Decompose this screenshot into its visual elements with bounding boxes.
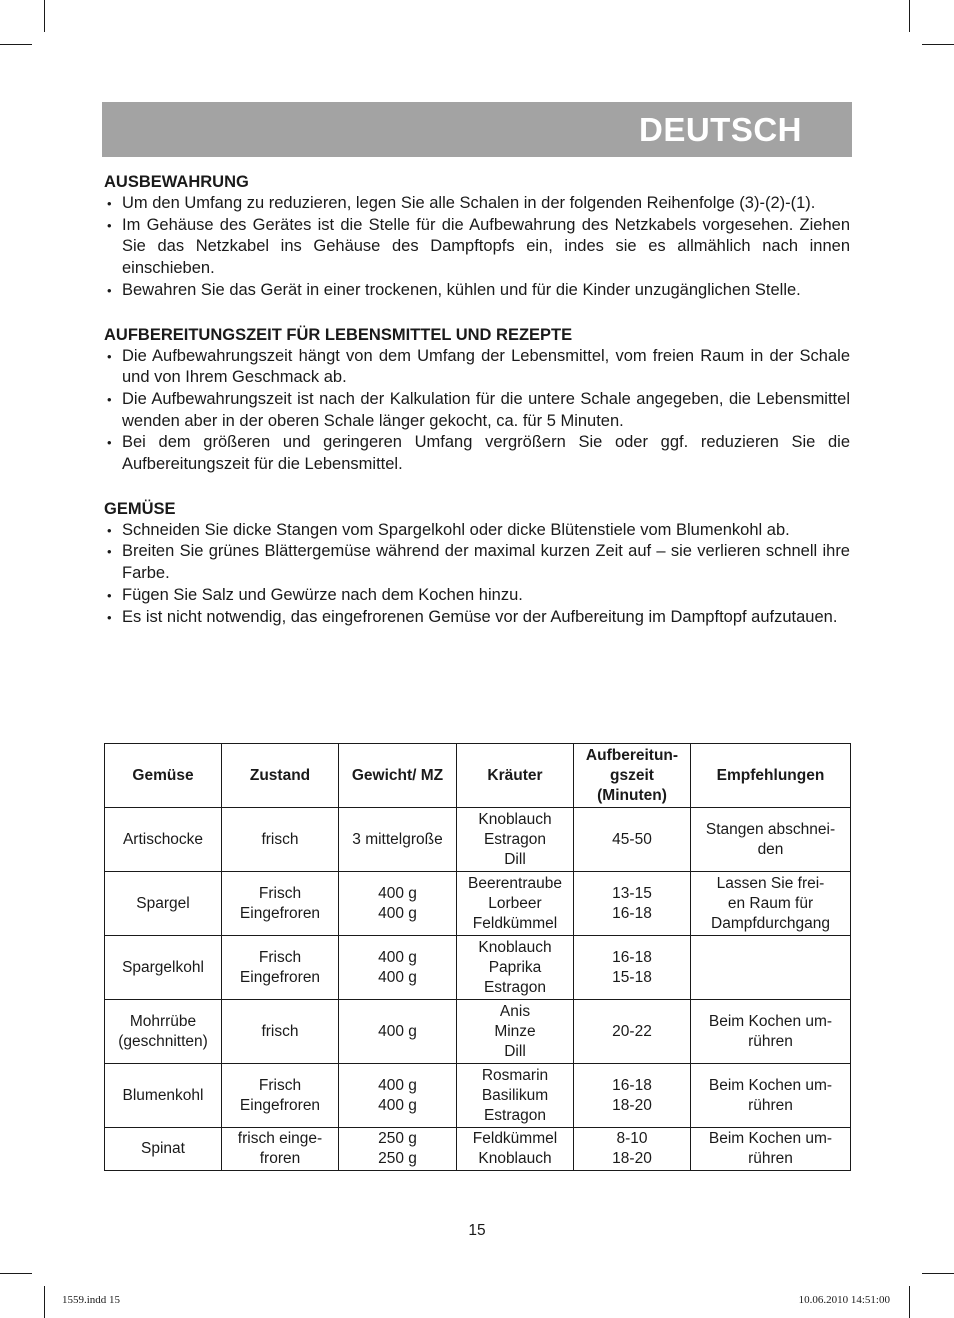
cell-line: rühren — [748, 1032, 793, 1050]
section-storage — [104, 171, 850, 302]
bullet-item: • Bei dem größeren und geringeren Umfang vergrößern Sie oder ggf. reduzieren Sie die Aufbereitungszeit für die Lebensmittel. — [104, 432, 850, 475]
bullet-item: • Schneiden Sie dicke Stangen vom Spargelkohl oder dicke Blütenstiele vom Blumenkohl ab. — [104, 520, 850, 542]
cell-line: Beim Kochen um- — [708, 1012, 833, 1030]
crop-mark — [44, 1286, 45, 1318]
cell-line: 16-18 — [612, 948, 652, 966]
cell-line: Gemüse — [132, 766, 194, 784]
table-cell — [691, 808, 851, 872]
bullet-item: • Breiten Sie grünes Blättergemüse während der maximal kurzen Zeit auf – sie verlieren schnell ihre Farbe. — [104, 541, 850, 584]
cell-line: Knoblauch — [478, 810, 552, 828]
cell-line: Knoblauch — [478, 938, 552, 956]
cell-line: Blumenkohl — [122, 1086, 204, 1104]
table-cell — [691, 1000, 851, 1064]
footer-file-label: 1559.indd 15 — [62, 1294, 121, 1306]
table-cell — [105, 872, 222, 936]
cell-line: Dampfdurchgang — [711, 914, 830, 932]
cell-line: froren — [259, 1150, 301, 1167]
cell-line: Minze — [494, 1022, 536, 1040]
cell-line: Feldkümmel — [472, 1130, 558, 1147]
crop-mark — [922, 1273, 954, 1274]
crop-mark — [44, 0, 45, 32]
cell-line: Aufbereitun- — [585, 746, 679, 764]
cell-line: Gewicht/ MZ — [351, 766, 444, 784]
cell-line: Lassen Sie frei- — [716, 874, 825, 892]
cell-line: 45-50 — [612, 830, 652, 848]
crop-mark — [0, 44, 32, 45]
table-cell — [574, 1128, 691, 1171]
cell-line: Empfehlungen — [716, 766, 825, 784]
table-cell — [691, 1064, 851, 1128]
table-cell — [691, 936, 851, 1000]
cell-line: rühren — [748, 1096, 793, 1114]
section-vegetables — [104, 498, 850, 629]
cell-line: Knoblauch — [478, 1150, 552, 1167]
bullet-item: • Die Aufbewahrungszeit hängt von dem Umfang der Lebensmittel, vom freien Raum in der Schale und von Ihrem Geschmack ab. — [104, 346, 850, 389]
table-cell — [457, 872, 574, 936]
bullet-item: • Bewahren Sie das Gerät in einer trockenen, kühlen und für die Kinder unzugänglichen Stelle. — [104, 280, 850, 302]
table-cell — [339, 1064, 457, 1128]
section-heading: AUSBEWAHRUNG — [104, 173, 249, 191]
cell-line: Mohrrübe — [129, 1012, 197, 1030]
cell-line: Estragon — [483, 830, 547, 848]
table-cell — [222, 1000, 339, 1064]
table-cell — [457, 1064, 574, 1128]
table-header-row — [105, 744, 851, 808]
cell-line: 13-15 — [612, 884, 652, 902]
footer-timestamp: 10.06.2010 14:51:00 — [798, 1294, 890, 1306]
table-cell — [339, 936, 457, 1000]
crop-mark — [909, 1286, 910, 1318]
cell-line: 250 g — [378, 1130, 417, 1147]
cell-line: Estragon — [483, 978, 547, 996]
column-header — [691, 744, 851, 808]
cell-line: Estragon — [483, 1106, 547, 1124]
bullet-list — [104, 346, 850, 476]
table-cell — [105, 808, 222, 872]
crop-mark — [922, 44, 954, 45]
table-cell — [222, 936, 339, 1000]
language-header-band — [102, 102, 852, 157]
table-cell — [339, 1128, 457, 1171]
cell-line: Anis — [499, 1002, 531, 1020]
cell-line: (geschnitten) — [118, 1032, 208, 1050]
cell-line: Spargel — [136, 894, 190, 912]
cell-line: Feldkümmel — [472, 914, 558, 932]
bullet-item: • Es ist nicht notwendig, das eingefrorenen Gemüse vor der Aufbereitung im Dampftopf aufzutauen. — [104, 607, 850, 629]
bullet-item: • Im Gehäuse des Gerätes ist die Stelle für die Aufbewahrung des Netzkabels vorgesehen. Ziehen Sie das Netzkabel ins Gehäuse des Dampftopfs ein, indes sie es allmählich nach innen einschieben. — [104, 215, 850, 280]
table-row — [105, 1064, 851, 1128]
cell-line: 250 g — [378, 1150, 417, 1167]
cell-line: Beerentraube — [468, 874, 562, 892]
table-cell — [574, 936, 691, 1000]
cell-line: Kräuter — [487, 766, 543, 784]
table-cell — [339, 808, 457, 872]
crop-mark — [909, 0, 910, 32]
cell-line: Lorbeer — [488, 894, 542, 912]
table-cell — [105, 936, 222, 1000]
table-cell — [457, 808, 574, 872]
cell-line: Dill — [504, 1042, 526, 1060]
bullet-item: • Fügen Sie Salz und Gewürze nach dem Kochen hinzu. — [104, 585, 850, 607]
table-row — [105, 808, 851, 872]
cell-line: den — [757, 840, 784, 858]
cell-line: 400 g — [378, 1076, 417, 1094]
cell-line: 16-18 — [612, 904, 652, 922]
cell-line: Dill — [504, 850, 526, 868]
table-cell — [574, 872, 691, 936]
section-cooking-time — [104, 324, 850, 476]
cell-line: 20-22 — [612, 1022, 652, 1040]
cell-line: Rosmarin — [481, 1066, 549, 1084]
table-cell — [691, 1128, 851, 1171]
cell-line: 400 g — [378, 948, 417, 966]
table-cell — [105, 1000, 222, 1064]
table-cell — [457, 1000, 574, 1064]
table-cell — [574, 1000, 691, 1064]
cell-line: 16-18 — [612, 1076, 652, 1094]
cell-line: Artischocke — [122, 830, 204, 848]
cell-line: Eingefroren — [239, 1096, 321, 1114]
table-cell — [339, 872, 457, 936]
table-row — [105, 1000, 851, 1064]
cell-line: Stangen abschnei- — [705, 820, 836, 838]
table-cell — [105, 1128, 222, 1171]
column-header — [105, 744, 222, 808]
cell-line: 400 g — [378, 1096, 417, 1114]
table-cell — [691, 872, 851, 936]
column-header — [222, 744, 339, 808]
bullet-item: • Um den Umfang zu reduzieren, legen Sie alle Schalen in der folgenden Reihenfolge (3)-(2)-(1). — [104, 193, 850, 215]
cell-line: frisch — [261, 1022, 299, 1040]
cell-line: Eingefroren — [239, 968, 321, 986]
column-header — [574, 744, 691, 808]
cell-line: en Raum für — [727, 894, 814, 912]
cell-line: frisch einge- — [237, 1130, 323, 1147]
cell-line: 400 g — [378, 968, 417, 986]
cell-line: 400 g — [378, 904, 417, 922]
cell-line: gszeit — [610, 766, 654, 784]
table-row — [105, 1128, 851, 1171]
table-cell — [222, 1128, 339, 1171]
language-title: DEUTSCH — [638, 111, 802, 148]
cell-line: Frisch — [258, 1076, 302, 1094]
cell-line: Beim Kochen um- — [708, 1076, 833, 1094]
table-cell — [222, 872, 339, 936]
cell-line: 8-10 — [616, 1130, 648, 1147]
section-heading: AUFBEREITUNGSZEIT FÜR LEBENSMITTEL UND REZEPTE — [104, 325, 573, 344]
table-cell — [105, 1064, 222, 1128]
cell-line: 400 g — [378, 884, 417, 902]
section-heading: GEMÜSE — [104, 499, 176, 518]
vegetable-cooking-table — [104, 743, 851, 1171]
cell-line: Eingefroren — [239, 904, 321, 922]
bullet-list — [104, 520, 850, 629]
table-cell — [222, 1064, 339, 1128]
bullet-list — [104, 193, 850, 302]
column-header — [339, 744, 457, 808]
table-cell — [574, 1064, 691, 1128]
cell-line: Spargelkohl — [122, 958, 204, 976]
cell-line: Zustand — [249, 766, 311, 784]
table-cell — [222, 808, 339, 872]
table-cell — [457, 1128, 574, 1171]
cell-line: 400 g — [378, 1022, 417, 1040]
table-cell — [457, 936, 574, 1000]
cell-line: 18-20 — [612, 1096, 652, 1114]
cell-line: Basilikum — [481, 1086, 549, 1104]
manual-content — [104, 171, 850, 650]
cell-line: Frisch — [258, 884, 302, 902]
cell-line: 18-20 — [612, 1150, 652, 1167]
cell-line: (Minuten) — [597, 786, 667, 804]
page-number: 15 — [468, 1222, 486, 1239]
cell-line: rühren — [748, 1150, 793, 1167]
cell-line: Beim Kochen um- — [708, 1130, 833, 1147]
bullet-item: • Die Aufbewahrungszeit ist nach der Kalkulation für die untere Schale angegeben, die Lebensmittel wenden aber in der oberen Schale länger gekocht, ca. für 5 Minuten. — [104, 389, 850, 432]
table-row — [105, 936, 851, 1000]
cell-line: Spinat — [141, 1140, 185, 1157]
column-header — [457, 744, 574, 808]
crop-mark — [0, 1273, 32, 1274]
cell-line: 15-18 — [612, 968, 652, 986]
table-cell — [339, 1000, 457, 1064]
cell-line: frisch — [261, 830, 299, 848]
cell-line: Frisch — [258, 948, 302, 966]
table-cell — [574, 808, 691, 872]
cell-line: Paprika — [488, 958, 542, 976]
cell-line: 3 mittelgroße — [352, 830, 443, 848]
table-row — [105, 872, 851, 936]
